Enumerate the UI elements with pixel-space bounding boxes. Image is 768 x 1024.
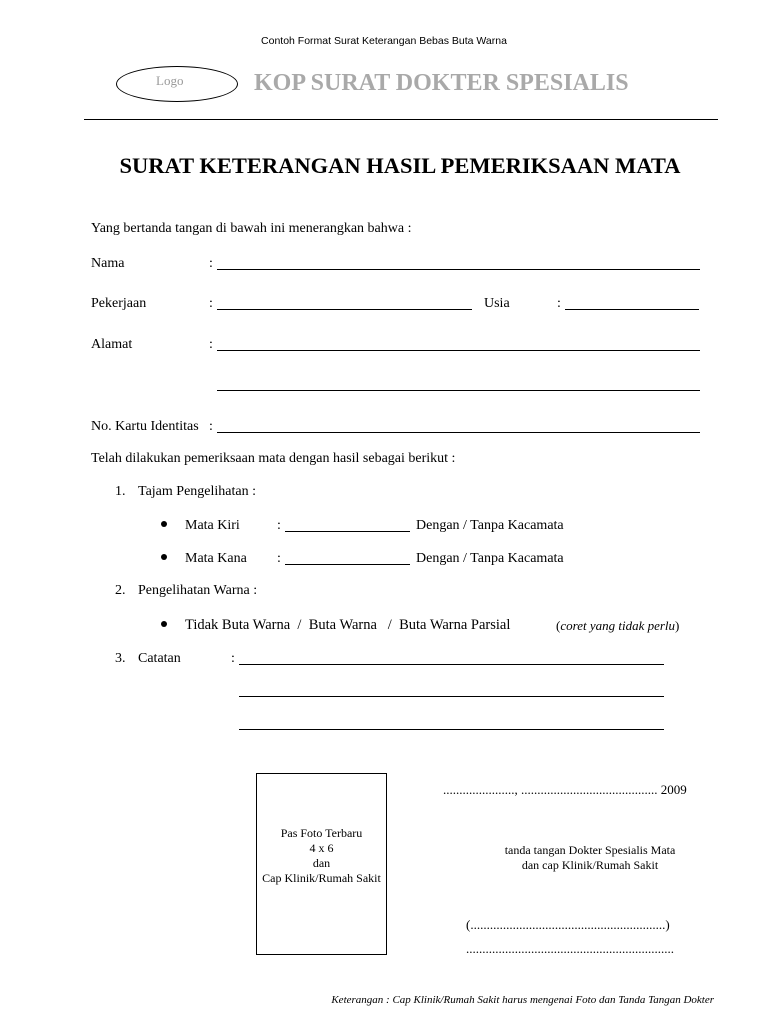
item-label-warna: Pengelihatan Warna : [138,583,258,598]
bullet-mata-kana [161,551,185,567]
coret-instruction [556,618,679,634]
field-colon: : [231,651,235,666]
field-label-alamat: Alamat [91,337,133,352]
bullet-warna [161,618,185,634]
bullet-icon [161,621,167,627]
field-line-mata-kiri[interactable] [285,519,410,532]
field-line-pekerjaan[interactable] [217,297,472,310]
place-date-line: ......................, .......................................... 2009 [443,782,687,797]
field-colon: : [277,551,281,566]
field-label-pekerjaan: Pekerjaan [91,296,147,311]
field-label-nama: Nama [91,256,125,271]
coret-text: coret yang tidak perlu [560,618,676,633]
photo-line-2: 4 x 6 [309,841,334,855]
bullet-mata-kiri [161,518,185,534]
item-label-catatan: Catatan [138,651,181,666]
field-line-catatan-3[interactable] [239,717,664,730]
field-colon: : [277,518,281,533]
field-label-usia: Usia [484,296,510,311]
document-title: SURAT KETERANGAN HASIL PEMERIKSAAN MATA [119,153,681,178]
field-line-usia[interactable] [565,297,699,310]
warna-options: Tidak Buta Warna / Buta Warna / Buta Warna Parsial [185,617,511,633]
field-colon: : [209,296,213,311]
item-number-1: 1. [115,484,126,499]
logo-label: Logo [156,73,184,88]
field-line-mata-kana[interactable] [285,552,410,565]
photo-box [256,773,387,955]
document-caption: Contoh Format Surat Keterangan Bebas Buta Warna [261,35,507,47]
letterhead-divider [84,119,718,120]
field-line-alamat-1[interactable] [217,338,700,351]
item-number-3: 3. [115,651,126,666]
field-line-catatan-2[interactable] [239,684,664,697]
field-line-alamat-2[interactable] [217,378,700,391]
field-label-kartu-identitas: No. Kartu Identitas [91,419,199,434]
photo-line-3: dan [312,856,331,870]
doctor-id-line: ................................................................ [466,941,674,956]
field-line-catatan-1[interactable] [239,652,664,665]
kacamata-option-kiri: Dengan / Tanpa Kacamata [416,518,564,533]
field-line-nama[interactable] [217,257,700,270]
coret-close: ) [675,618,680,633]
photo-instructions [257,826,386,886]
item-number-2: 2. [115,583,126,598]
signature-label-line-1: tanda tangan Dokter Spesialis Mata [504,843,676,857]
field-colon: : [209,256,213,271]
footnote: Keterangan : Cap Klinik/Rumah Sakit harus mengenai Foto dan Tanda Tangan Dokter [331,994,714,1006]
letterhead-title: KOP SURAT DOKTER SPESIALIS [254,70,629,96]
signature-label-line-2: dan cap Klinik/Rumah Sakit [521,858,659,872]
bullet-icon [161,554,167,560]
kacamata-option-kana: Dengan / Tanpa Kacamata [416,551,564,566]
field-colon: : [557,296,561,311]
coret-open: ( [556,618,561,633]
label-mata-kana: Mata Kana [185,551,247,566]
signature-label [470,843,710,873]
doctor-name-line: (............................................................) [466,917,670,932]
field-line-kartu-identitas[interactable] [217,420,700,433]
intro-text: Yang bertanda tangan di bawah ini menerangkan bahwa : [91,221,412,236]
field-colon: : [209,419,213,434]
statement-text: Telah dilakukan pemeriksaan mata dengan hasil sebagai berikut : [91,451,456,466]
photo-line-4: Cap Klinik/Rumah Sakit [262,871,381,885]
field-colon: : [209,337,213,352]
photo-line-1: Pas Foto Terbaru [280,826,363,840]
item-label-tajam: Tajam Pengelihatan : [138,484,256,499]
label-mata-kiri: Mata Kiri [185,518,240,533]
bullet-icon [161,521,167,527]
